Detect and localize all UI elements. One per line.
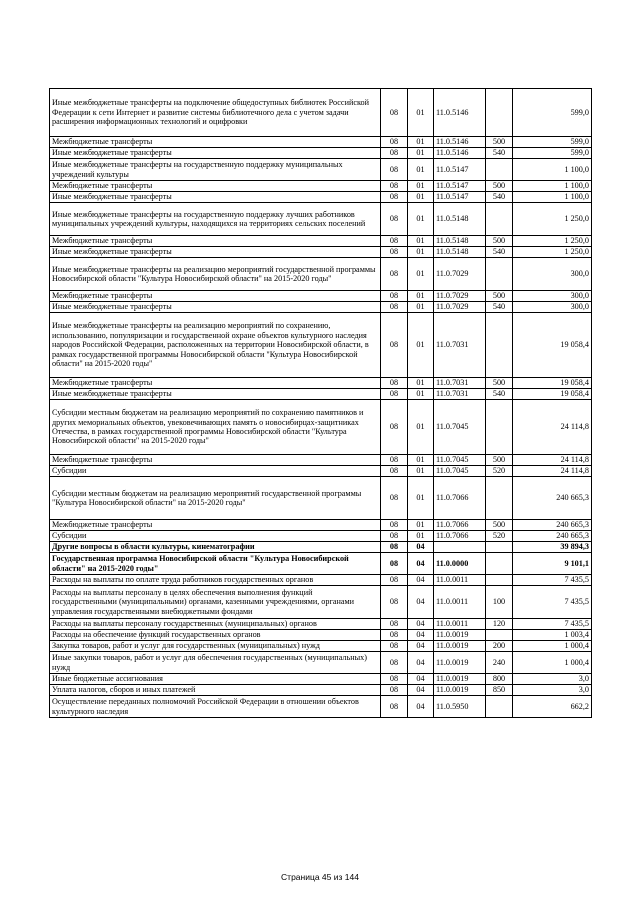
cell-sub: 01 [408,203,434,236]
cell-type: 850 [486,685,513,696]
table-row [50,89,592,137]
cell-name: Другие вопросы в области культуры, кинематографии [50,542,381,553]
cell-name: Межбюджетные трансферты [50,520,381,531]
cell-type: 240 [486,652,513,674]
cell-sec: 08 [381,531,408,542]
cell-sec: 08 [381,313,408,378]
cell-name: Иные бюджетные ассигнования [50,674,381,685]
cell-type [486,159,513,181]
cell-art: 11.0.5148 [434,236,486,247]
cell-sum: 1 000,4 [513,652,592,674]
cell-sub: 01 [408,400,434,455]
cell-sec: 08 [381,181,408,192]
table-row [50,685,592,696]
cell-sub: 04 [408,652,434,674]
cell-name: Иные межбюджетные трансферты [50,247,381,258]
cell-type [486,89,513,137]
cell-sub: 01 [408,378,434,389]
cell-sum: 7 435,5 [513,575,592,586]
cell-type: 540 [486,148,513,159]
cell-sum: 300,0 [513,302,592,313]
cell-art: 11.0.7045 [434,466,486,477]
cell-sub: 04 [408,575,434,586]
cell-type: 540 [486,247,513,258]
cell-sec: 08 [381,652,408,674]
cell-name: Иные межбюджетные трансферты на реализацию мероприятий по сохранению, использованию, популяризации и государственной охране объектов культурного наследия народов Российской Федерации, расположенных на территории Новосибирской области, в рамках государственной программы Новосибирской области "Культура Новосибирской области" на 2015-2020 годы" [50,313,381,378]
table-row [50,455,592,466]
cell-sub: 04 [408,542,434,553]
cell-sum: 7 435,5 [513,586,592,619]
cell-art: 11.0.7029 [434,302,486,313]
cell-sub: 01 [408,389,434,400]
cell-type [486,630,513,641]
table-row [50,181,592,192]
cell-name: Расходы на выплаты персоналу государственных (муниципальных) органов [50,619,381,630]
cell-sec: 08 [381,455,408,466]
cell-sub: 04 [408,586,434,619]
cell-name: Осуществление переданных полномочий Российской Федерации в отношении объектов культурного наследия [50,696,381,718]
cell-sec: 08 [381,619,408,630]
cell-sub: 01 [408,258,434,291]
cell-sum: 24 114,8 [513,455,592,466]
cell-type: 500 [486,137,513,148]
cell-art: 11.0.5146 [434,148,486,159]
cell-sec: 08 [381,378,408,389]
cell-name: Субсидии местным бюджетам на реализацию мероприятий государственной программы "Культура Новосибирской области" на 2015-2020 годы" [50,477,381,520]
table-row [50,258,592,291]
cell-sub: 01 [408,466,434,477]
cell-name: Иные межбюджетные трансферты [50,148,381,159]
cell-sum: 1 100,0 [513,192,592,203]
cell-sub: 04 [408,619,434,630]
cell-art: 11.0.0011 [434,619,486,630]
table-row [50,137,592,148]
cell-name: Межбюджетные трансферты [50,291,381,302]
cell-sum: 1 100,0 [513,181,592,192]
cell-art: 11.0.7066 [434,520,486,531]
cell-type: 500 [486,181,513,192]
cell-sum: 300,0 [513,291,592,302]
cell-sec: 08 [381,89,408,137]
cell-type [486,477,513,520]
cell-art: 11.0.5147 [434,192,486,203]
cell-sec: 08 [381,641,408,652]
cell-sec: 08 [381,520,408,531]
table-row [50,159,592,181]
cell-art: 11.0.5147 [434,181,486,192]
cell-type [486,258,513,291]
cell-type: 540 [486,192,513,203]
table-row [50,531,592,542]
table-row [50,203,592,236]
cell-type: 540 [486,389,513,400]
table-row [50,641,592,652]
cell-art: 11.0.7031 [434,378,486,389]
cell-sec: 08 [381,674,408,685]
cell-name: Субсидии [50,466,381,477]
cell-sum: 39 894,3 [513,542,592,553]
table-row [50,400,592,455]
cell-sum: 7 435,5 [513,619,592,630]
cell-sum: 1 250,0 [513,236,592,247]
table-row [50,291,592,302]
table-row [50,378,592,389]
cell-sec: 08 [381,400,408,455]
cell-sub: 01 [408,247,434,258]
cell-name: Расходы на выплаты по оплате труда работников государственных органов [50,575,381,586]
table-row [50,389,592,400]
cell-sec: 08 [381,302,408,313]
cell-type: 200 [486,641,513,652]
cell-sec: 08 [381,553,408,575]
cell-sec: 08 [381,389,408,400]
cell-sub: 04 [408,674,434,685]
cell-art: 11.0.0019 [434,685,486,696]
cell-sub: 01 [408,137,434,148]
cell-sum: 19 058,4 [513,313,592,378]
cell-art: 11.0.0019 [434,630,486,641]
cell-name: Иные межбюджетные трансферты на подключение общедоступных библиотек Российской Федерации к сети Интернет и развитие системы библиотечного дела с учетом задачи расширения информационных технологий и оцифровки [50,89,381,137]
cell-name: Иные межбюджетные трансферты [50,302,381,313]
cell-sec: 08 [381,466,408,477]
cell-art: 11.0.7029 [434,258,486,291]
table-row [50,236,592,247]
cell-art: 11.0.0019 [434,652,486,674]
cell-sum: 240 665,3 [513,477,592,520]
cell-name: Субсидии местным бюджетам на реализацию мероприятий по сохранению памятников и других мемориальных объектов, увековечивающих память о новосибирцах-защитниках Отечества, в рамках государственной программы Новосибирской области "Культура Новосибирской области" на 2015-2020 годы" [50,400,381,455]
cell-art: 11.0.0019 [434,641,486,652]
cell-name: Уплата налогов, сборов и иных платежей [50,685,381,696]
cell-sum: 1 250,0 [513,203,592,236]
cell-sum: 662,2 [513,696,592,718]
cell-sec: 08 [381,236,408,247]
cell-art: 11.0.5146 [434,89,486,137]
cell-sub: 04 [408,553,434,575]
cell-art: 11.0.7029 [434,291,486,302]
cell-art: 11.0.7031 [434,313,486,378]
table-row [50,542,592,553]
cell-sub: 01 [408,313,434,378]
cell-name: Иные межбюджетные трансферты на государственную поддержку лучших работников муниципальных учреждений культуры, находящихся на территориях сельских поселений [50,203,381,236]
table-row [50,619,592,630]
cell-name: Межбюджетные трансферты [50,137,381,148]
cell-type [486,696,513,718]
cell-sub: 01 [408,291,434,302]
table-row [50,148,592,159]
cell-sum: 300,0 [513,258,592,291]
cell-name: Межбюджетные трансферты [50,181,381,192]
cell-name: Расходы на выплаты персоналу в целях обеспечения выполнения функций государственными (муниципальными) органами, казенными учреждениями, органами управления государственными внебюджетными фондами [50,586,381,619]
cell-sum: 1 000,4 [513,641,592,652]
cell-type: 520 [486,466,513,477]
cell-sec: 08 [381,203,408,236]
table-row [50,575,592,586]
cell-name: Иные закупки товаров, работ и услуг для обеспечения государственных (муниципальных) нужд [50,652,381,674]
cell-sec: 08 [381,258,408,291]
cell-name: Субсидии [50,531,381,542]
cell-sum: 1 003,4 [513,630,592,641]
budget-table-body [50,89,592,718]
cell-sum: 599,0 [513,148,592,159]
cell-type: 500 [486,520,513,531]
cell-sub: 04 [408,696,434,718]
cell-type [486,553,513,575]
table-row [50,477,592,520]
cell-name: Иные межбюджетные трансферты на реализацию мероприятий государственной программы Новосибирской области "Культура Новосибирской области" на 2015-2020 годы" [50,258,381,291]
cell-name: Государственная программа Новосибирской области "Культура Новосибирской области" на 2015-2020 годы" [50,553,381,575]
cell-type: 800 [486,674,513,685]
cell-type [486,203,513,236]
cell-type: 120 [486,619,513,630]
table-row [50,302,592,313]
cell-art: 11.0.0011 [434,575,486,586]
cell-sum: 240 665,3 [513,531,592,542]
cell-sub: 04 [408,630,434,641]
cell-sec: 08 [381,696,408,718]
cell-art: 11.0.7066 [434,531,486,542]
cell-sum: 599,0 [513,89,592,137]
table-row [50,696,592,718]
table-row [50,466,592,477]
cell-art: 11.0.5148 [434,247,486,258]
cell-sub: 01 [408,181,434,192]
cell-type [486,575,513,586]
cell-name: Межбюджетные трансферты [50,455,381,466]
cell-sec: 08 [381,159,408,181]
cell-sec: 08 [381,685,408,696]
cell-type: 540 [486,302,513,313]
cell-sub: 01 [408,236,434,247]
cell-sec: 08 [381,575,408,586]
cell-art: 11.0.5148 [434,203,486,236]
cell-sum: 19 058,4 [513,389,592,400]
cell-art: 11.0.5146 [434,137,486,148]
cell-type: 500 [486,378,513,389]
cell-sub: 01 [408,477,434,520]
table-row [50,247,592,258]
cell-name: Межбюджетные трансферты [50,378,381,389]
table-row [50,630,592,641]
budget-table [49,88,592,718]
cell-sub: 01 [408,148,434,159]
cell-type [486,542,513,553]
table-row [50,553,592,575]
cell-sum: 3,0 [513,685,592,696]
cell-sub: 01 [408,159,434,181]
cell-type: 500 [486,455,513,466]
cell-art: 11.0.5147 [434,159,486,181]
cell-sec: 08 [381,586,408,619]
cell-name: Иные межбюджетные трансферты на государственную поддержку муниципальных учреждений культуры [50,159,381,181]
cell-type: 500 [486,291,513,302]
cell-sec: 08 [381,192,408,203]
cell-art: 11.0.7066 [434,477,486,520]
cell-type [486,313,513,378]
cell-sum: 1 100,0 [513,159,592,181]
page-footer: Страница 45 из 144 [281,872,359,882]
cell-name: Расходы на обеспечение функций государственных органов [50,630,381,641]
cell-sec: 08 [381,247,408,258]
cell-sum: 24 114,8 [513,400,592,455]
cell-sum: 599,0 [513,137,592,148]
cell-name: Иные межбюджетные трансферты [50,389,381,400]
cell-sum: 9 101,1 [513,553,592,575]
table-row [50,313,592,378]
cell-sec: 08 [381,148,408,159]
cell-art: 11.0.7045 [434,400,486,455]
cell-sec: 08 [381,137,408,148]
cell-art: 11.0.7045 [434,455,486,466]
cell-art [434,542,486,553]
cell-sum: 240 665,3 [513,520,592,531]
cell-type: 100 [486,586,513,619]
table-row [50,192,592,203]
cell-sub: 04 [408,685,434,696]
cell-type: 520 [486,531,513,542]
cell-art: 11.0.0019 [434,674,486,685]
cell-art: 11.0.0011 [434,586,486,619]
cell-sub: 01 [408,302,434,313]
cell-sum: 1 250,0 [513,247,592,258]
cell-art: 11.0.0000 [434,553,486,575]
cell-sub: 04 [408,641,434,652]
cell-sub: 01 [408,520,434,531]
cell-name: Закупка товаров, работ и услуг для государственных (муниципальных) нужд [50,641,381,652]
cell-sec: 08 [381,542,408,553]
cell-sum: 19 058,4 [513,378,592,389]
cell-sub: 01 [408,531,434,542]
cell-type [486,400,513,455]
cell-sec: 08 [381,477,408,520]
cell-name: Межбюджетные трансферты [50,236,381,247]
cell-type: 500 [486,236,513,247]
table-row [50,586,592,619]
cell-art: 11.0.5950 [434,696,486,718]
cell-sub: 01 [408,192,434,203]
cell-sub: 01 [408,89,434,137]
cell-sum: 3,0 [513,674,592,685]
cell-sum: 24 114,8 [513,466,592,477]
cell-sec: 08 [381,291,408,302]
cell-sub: 01 [408,455,434,466]
cell-sec: 08 [381,630,408,641]
cell-name: Иные межбюджетные трансферты [50,192,381,203]
table-row [50,674,592,685]
table-row [50,652,592,674]
cell-art: 11.0.7031 [434,389,486,400]
table-row [50,520,592,531]
